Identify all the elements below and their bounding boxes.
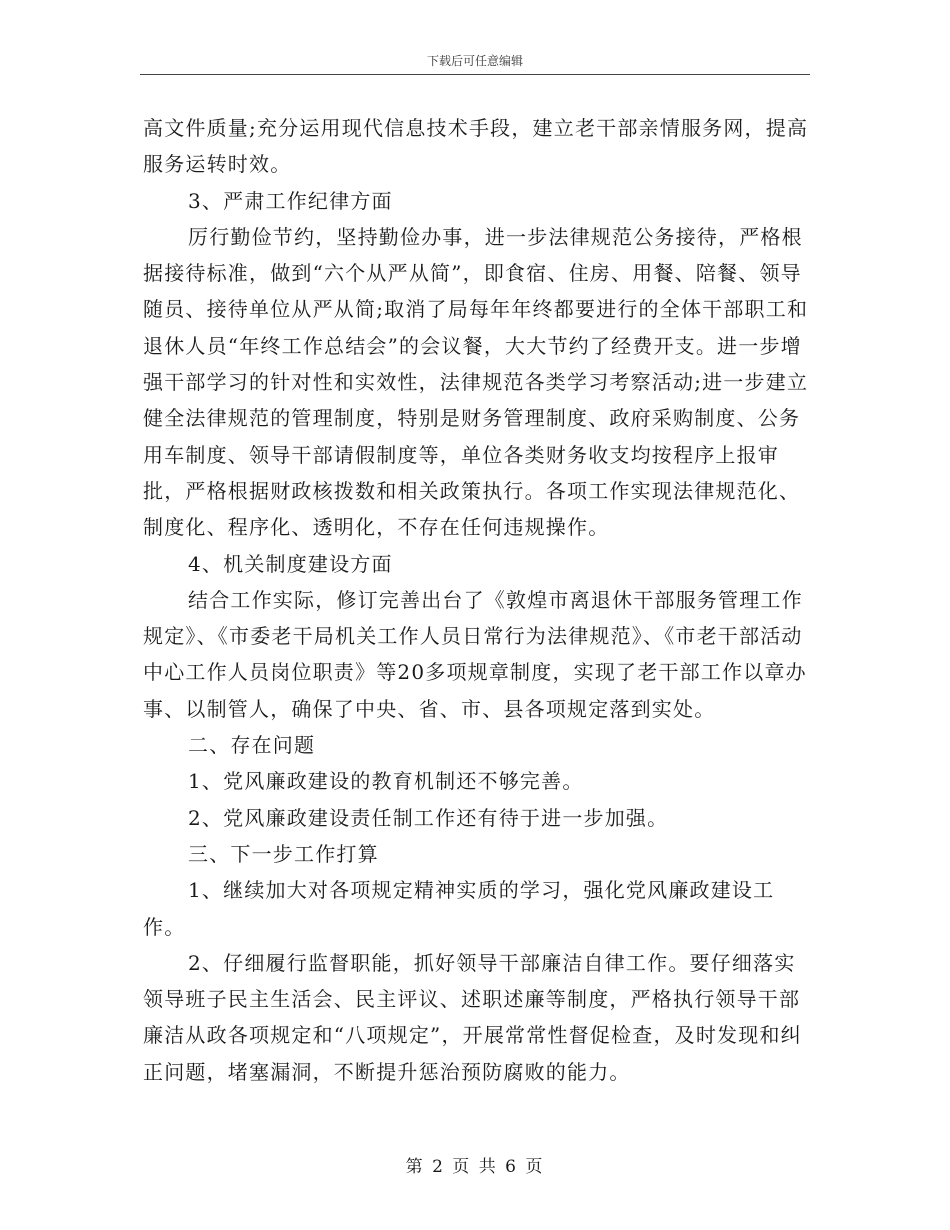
section-heading: 三、下一步工作打算 bbox=[188, 841, 379, 866]
paragraph: 厉行勤俭节约，坚持勤俭办事，进一步法律规范公务接待，严格根据接待标准，做到“六个从严从简”，即食宿、住房、用餐、陪餐、领导随员、接待单位从严从简;取消了局每年年终都要进行的全体干部职工和退休人员“年终工作总结会”的会议餐，大大节约了经费开支。进一步增强干部学习的针对性和实效性，法律规范各类学习考察活动;进一步建立健全法律规范的管理制度，特别是财务管理制度、政府采购制度、公务用车制度、领导干部请假制度等，单位各类财务收支均按程序上报审批，严格根据财政核拨数和相关政策执行。各项工作实现法律规范化、制度化、程序化、透明化，不存在任何违规操作。 bbox=[143, 224, 809, 540]
page-header: 下载后可任意编辑 bbox=[426, 54, 523, 68]
header-divider bbox=[140, 74, 810, 75]
section-heading: 3、严肃工作纪律方面 bbox=[188, 188, 393, 213]
paragraph: 结合工作实际，修订完善出台了《敦煌市离退休干部服务管理工作规定》、《市委老干局机关工作人员日常行为法律规范》、《市老干部活动中心工作人员岗位职责》等20多项规章制度，实现了老干部工作以章办事、以制管人，确保了中央、省、市、县各项规定落到实处。 bbox=[143, 587, 807, 721]
list-item: 2、仔细履行监督职能，抓好领导干部廉洁自律工作。要仔细落实领导班子民主生活会、民主评议、述职述廉等制度，严格执行领导干部廉洁从政各项规定和“八项规定”，开展常常性督促检查，及时发现和纠正问题，堵塞漏洞，不断提升惩治预防腐败的能力。 bbox=[143, 950, 802, 1084]
document-body bbox=[143, 110, 813, 1090]
section-heading: 二、存在问题 bbox=[188, 733, 316, 758]
list-item: 1、继续加大对各项规定精神实质的学习，强化党风廉政建设工作。 bbox=[143, 878, 775, 939]
list-item: 2、党风廉政建设责任制工作还有待于进一步加强。 bbox=[188, 805, 669, 830]
page-number: 第 2 页 共 6 页 bbox=[405, 1157, 545, 1177]
section-heading: 4、机关制度建设方面 bbox=[188, 551, 393, 576]
paragraph: 高文件质量;充分运用现代信息技术手段，建立老干部亲情服务网，提高服务运转时效。 bbox=[143, 116, 809, 177]
list-item: 1、党风廉政建设的教育机制还不够完善。 bbox=[188, 769, 584, 794]
